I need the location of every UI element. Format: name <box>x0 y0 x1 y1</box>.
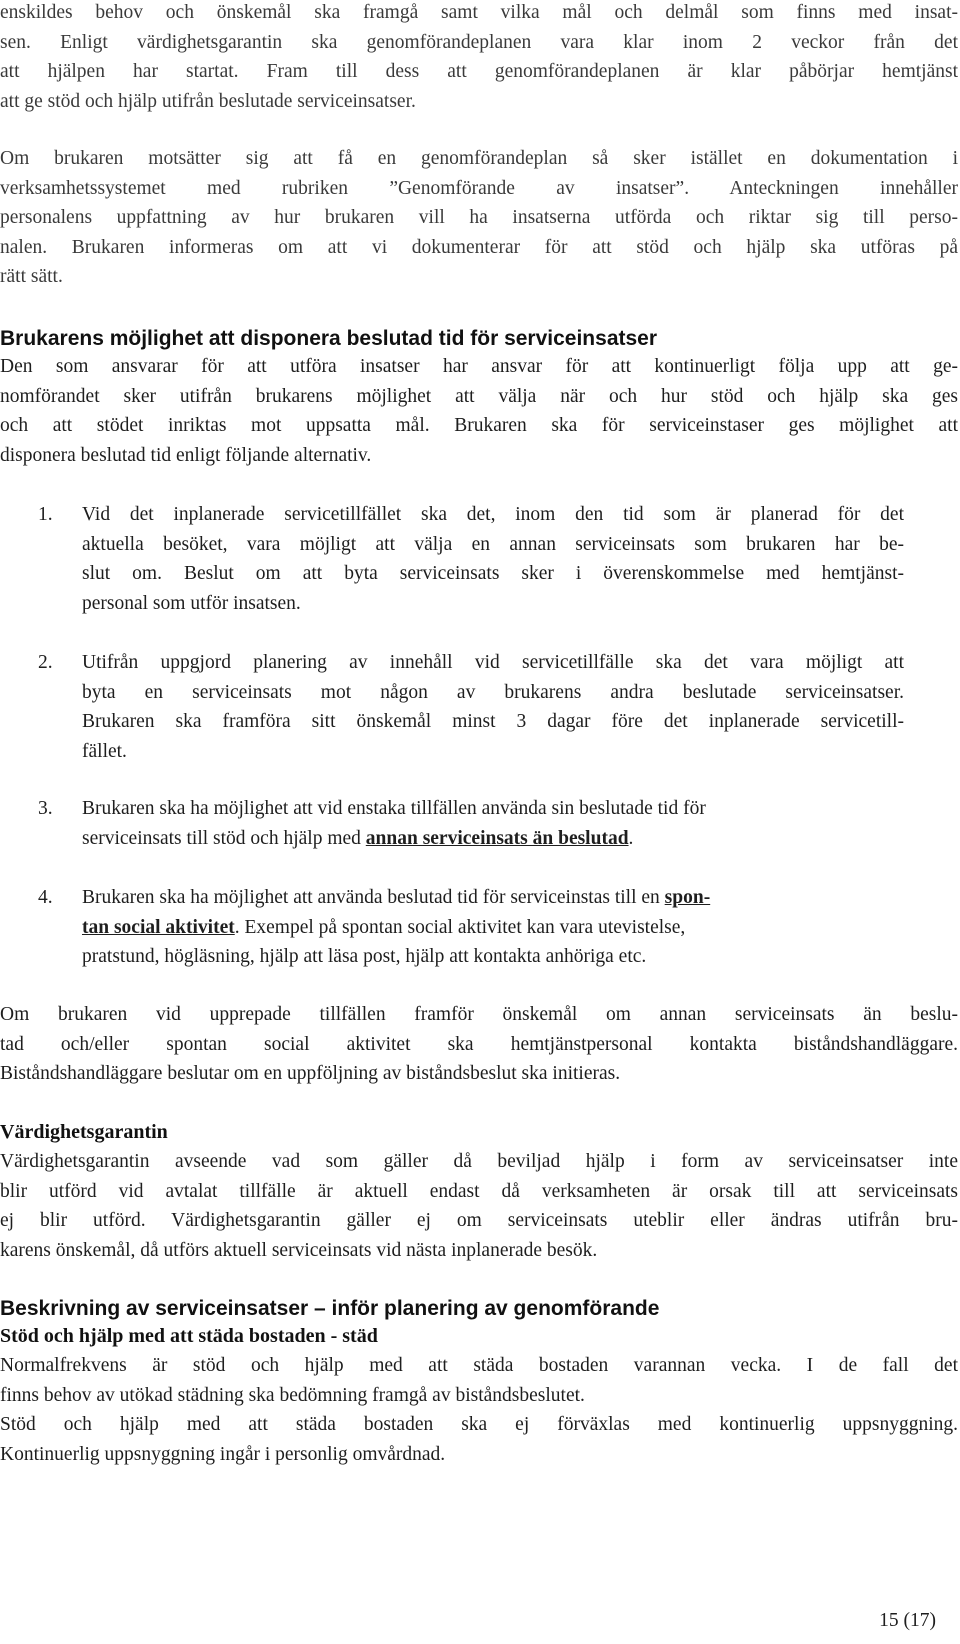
emphasis-text: tan social aktivitet <box>82 916 235 938</box>
text-line: att hjälpen har startat. Fram till dess att genomförandeplanen är klar påbörjar hemtjänst <box>0 61 958 82</box>
section-heading-guarantee: Värdighetsgarantin <box>0 1121 168 1143</box>
subheading-cleaning: Stöd och hjälp med att städa bostaden - städ <box>0 1325 378 1347</box>
objection-paragraph <box>0 144 958 292</box>
text-line: Den som ansvarar för att utföra insatser har ansvar för att kontinuerligt följa upp att ge- <box>0 356 958 377</box>
text-line: aktuella besöket, vara möjligt att välja en annan serviceinsats som brukaren har be- <box>82 533 904 555</box>
text-line: Normalfrekvens är stöd och hjälp med att städa bostaden varannan vecka. I de fall det <box>0 1355 958 1376</box>
text-line: personalens uppfattning av hur brukaren vill ha insatserna utförda och riktar sig till perso- <box>0 207 958 228</box>
section-heading-description: Beskrivning av serviceinsatser – inför planering av genomförande <box>0 1297 660 1320</box>
list-number: 3. <box>38 798 53 819</box>
text-line: Kontinuerlig uppsnyggning ingår i personlig omvårdnad. <box>0 1443 446 1465</box>
text-line: karens önskemål, då utförs aktuell serviceinsats vid nästa inplanerade besök. <box>0 1239 598 1261</box>
text-line: att ge stöd och hjälp utifrån beslutade serviceinsatser. <box>0 90 416 112</box>
list-item <box>0 883 958 973</box>
text-line: Stöd och hjälp med att städa bostaden ska ej förväxlas med kontinuerlig uppsnyggning. <box>0 1414 958 1435</box>
text-line: Utifrån uppgjord planering av innehåll vid servicetillfälle ska det vara möjligt att <box>82 652 904 673</box>
text-line: blir utförd vid avtalat tillfälle är aktuell endast då verksamheten är orsak till att serviceinsats <box>0 1180 958 1202</box>
text-line <box>82 883 904 913</box>
list-number: 1. <box>38 504 53 525</box>
text-run: . Exempel på spontan social aktivitet kan vara utevistelse, <box>234 916 686 938</box>
text-line: slut om. Beslut om att byta serviceinsats sker i överenskommelse med hemtjänst- <box>82 563 904 584</box>
text-line: och att stödet inriktas mot uppsatta mål. Brukaren ska för serviceinstaser ges möjlighet att <box>0 415 958 436</box>
list-number: 4. <box>38 887 53 908</box>
text-line: Om brukaren vid upprepade tillfällen framför önskemål om annan serviceinsats än beslu- <box>0 1004 958 1025</box>
text-line: rätt sätt. <box>0 266 63 287</box>
text-line: ej blir utförd. Värdighetsgarantin gäller ej om serviceinsats uteblir eller ändras utifrån bru- <box>0 1210 958 1231</box>
list-item <box>0 648 958 768</box>
section-heading-dispose: Brukarens möjlighet att disponera beslutad tid för serviceinsatser <box>0 327 658 350</box>
text-line: byta en serviceinsats mot någon av brukarens andra beslutade serviceinsatser. <box>82 681 904 703</box>
text-line: verksamhetssystemet med rubriken ”Genomförande av insatser”. Anteckningen innehåller <box>0 177 958 199</box>
list-item <box>0 794 958 854</box>
guarantee-paragraph <box>0 1147 958 1265</box>
list-item-body <box>82 648 904 766</box>
text-line: Brukaren ska framföra sitt önskemål minst 3 dagar före det inplanerade servicetill- <box>82 711 904 732</box>
text-run: Brukaren ska ha möjlighet att använda beslutad tid för serviceinstas till en <box>82 887 665 908</box>
emphasis-text: annan serviceinsats än beslutad <box>365 827 629 849</box>
text-line <box>82 913 904 943</box>
text-line: pratstund, högläsning, hjälp att läsa post, hjälp att kontakta anhöriga etc. <box>82 946 647 967</box>
page-number: 15 (17) <box>879 1610 936 1631</box>
list-item-body <box>82 883 904 972</box>
list-item <box>0 500 958 620</box>
text-line: fället. <box>82 740 127 762</box>
text-line: disponera beslutad tid enligt följande alternativ. <box>0 444 372 466</box>
text-run: serviceinsats till stöd och hjälp med <box>82 827 366 849</box>
emphasis-text: spon- <box>664 887 711 908</box>
text-line: Brukaren ska ha möjlighet att vid enstaka tillfällen använda sin beslutade tid för <box>82 798 706 819</box>
text-line: sen. Enligt värdighetsgarantin ska genomförandeplanen vara klar inom 2 veckor från det <box>0 31 958 53</box>
text-line: finns behov av utökad städning ska bedömning framgå av biståndsbeslutet. <box>0 1384 585 1406</box>
text-line: tad och/eller spontan social aktivitet ska hemtjänstpersonal kontakta biståndshandläggare. <box>0 1033 958 1055</box>
list-item-body <box>82 500 904 618</box>
list-item-body <box>82 794 904 853</box>
repeated-paragraph <box>0 1000 958 1089</box>
text-line: personal som utför insatsen. <box>82 592 301 614</box>
description-paragraph <box>0 1351 958 1469</box>
text-line: Vid det inplanerade servicetillfället ska det, inom den tid som är planerad för det <box>82 504 904 525</box>
text-line: enskildes behov och önskemål ska framgå samt vilka mål och delmål som finns med insat- <box>0 2 958 23</box>
text-line <box>82 824 904 854</box>
intro-paragraph <box>0 0 958 116</box>
list-number: 2. <box>38 652 53 673</box>
dispose-paragraph <box>0 352 958 470</box>
text-line: Om brukaren motsätter sig att få en genomförandeplan så sker istället en dokumentation i <box>0 148 958 169</box>
text-line: nomförandet sker utifrån brukarens möjlighet att välja när och hur stöd och hjälp ska ges <box>0 385 958 407</box>
text-run: . <box>628 827 634 849</box>
text-line: Värdighetsgarantin avseende vad som gäller då beviljad hjälp i form av serviceinsatser inte <box>0 1151 958 1172</box>
text-line: Biståndshandläggare beslutar om en uppföljning av biståndsbeslut ska initieras. <box>0 1063 621 1084</box>
text-line: nalen. Brukaren informeras om att vi dokumenterar för att stöd och hjälp ska utföras på <box>0 236 958 258</box>
